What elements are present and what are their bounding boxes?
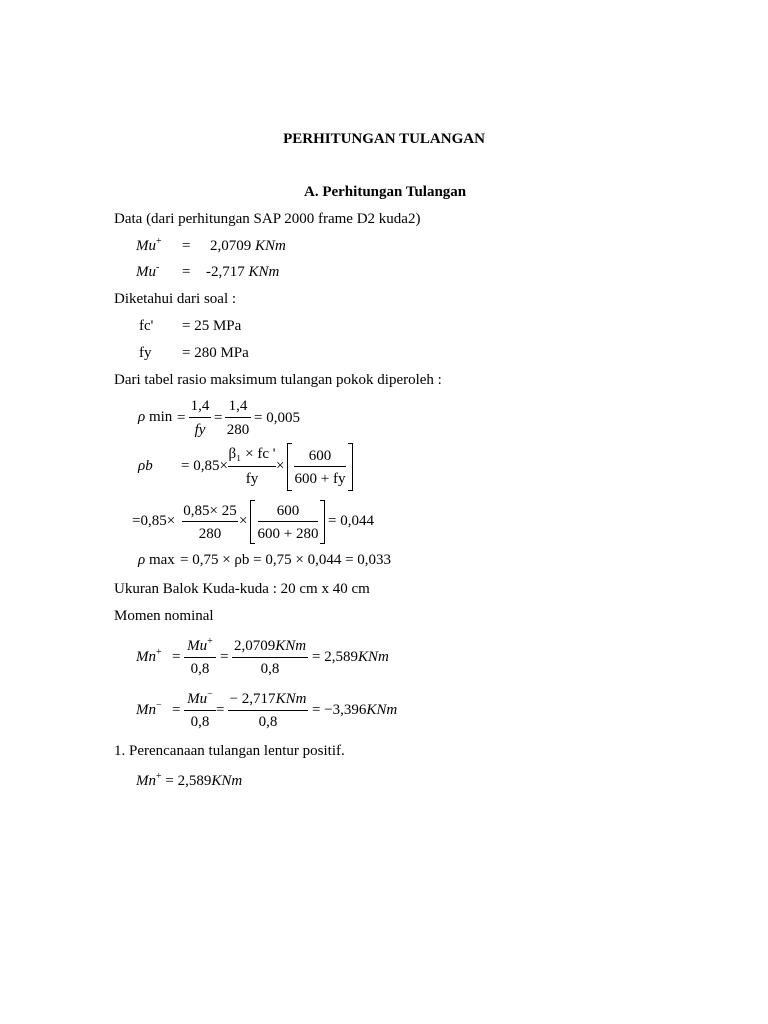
- value: = 2,589: [161, 773, 212, 789]
- rho-min-bar2: [225, 417, 251, 418]
- fc-value: = 25 MPa: [182, 318, 242, 334]
- value: 2,0709: [233, 638, 276, 654]
- mn-neg-result: [312, 703, 397, 718]
- mn-neg-eq2: =: [216, 702, 225, 718]
- rho-b2-bar1: [182, 521, 238, 522]
- mu-positive-value: [210, 239, 286, 254]
- mu-symbol: Mu: [136, 238, 156, 254]
- mu-symbol: Mu: [187, 691, 208, 707]
- rho-b2-bar2: [258, 521, 318, 522]
- section-heading: A. Perhitungan Tulangan: [304, 184, 467, 200]
- mn-pos-num2: [230, 639, 310, 654]
- rho-b-den2: 600 + fy: [294, 471, 346, 487]
- rho-min-num1: 1,4: [190, 398, 210, 414]
- rho-b-den1: fy: [245, 471, 259, 487]
- rho-min-num2: 1,4: [228, 398, 248, 414]
- mn-pos-num1: [182, 636, 218, 654]
- unit: KNm: [275, 691, 307, 707]
- mu-sup: −: [207, 689, 213, 700]
- unit: KNm: [248, 264, 280, 280]
- mn-neg-lhs: [136, 700, 162, 718]
- rho-symbol: ρ: [138, 409, 146, 425]
- unit: KNm: [357, 649, 389, 665]
- rho-b-num1: β₁ × fc ': [228, 446, 276, 462]
- mu-negative-eq: =: [182, 264, 191, 280]
- unit: KNm: [275, 638, 307, 654]
- item-1: 1. Perencanaan tulangan lentur positif.: [114, 743, 345, 759]
- mu-sup: +: [207, 636, 213, 647]
- rho-b2-result: = 0,044: [328, 513, 374, 529]
- mn-pos-den1: 0,8: [190, 661, 210, 677]
- mn-pos-bar2: [232, 657, 308, 658]
- mn-pos-eq: =: [172, 649, 181, 665]
- rho-b2-num2: 600: [276, 503, 300, 519]
- mn-symbol: Mn: [136, 702, 156, 718]
- mn-symbol: Mn: [136, 773, 156, 789]
- rho-b2-bracket-right: [320, 500, 325, 544]
- mn-neg-den2: 0,8: [258, 714, 278, 730]
- data-source-line: Data (dari perhitungan SAP 2000 frame D2 kuda2): [114, 211, 421, 227]
- mn-pos-bar1: [184, 657, 216, 658]
- mu-positive-eq: =: [182, 238, 191, 254]
- mu-symbol: Mu: [136, 264, 156, 280]
- mn-sup: +: [156, 647, 162, 658]
- rho-min-result: = 0,005: [254, 410, 300, 426]
- mn-pos-den2: 0,8: [260, 661, 280, 677]
- fy-value: = 280 MPa: [182, 345, 249, 361]
- mu-positive-row: [136, 236, 162, 254]
- mu-negative-row: [136, 262, 160, 280]
- rho-b2-den1: 280: [198, 526, 222, 542]
- rho-b2-den2: 600 + 280: [257, 526, 319, 542]
- rho-symbol: ρ: [138, 552, 146, 568]
- unit: KNm: [366, 702, 398, 718]
- rho-b2-pre: =0,85×: [132, 513, 176, 529]
- rho-label: min: [148, 409, 173, 425]
- rho-min-den1: fy: [194, 422, 206, 438]
- mn-sup: +: [156, 771, 162, 782]
- rho-label: max: [148, 552, 175, 568]
- rho-min-label: [138, 410, 172, 425]
- rho-b-pre: = 0,85×: [181, 458, 228, 474]
- value: = −3,396: [312, 702, 367, 718]
- mn-neg-eq: =: [172, 702, 181, 718]
- value: -2,717: [206, 264, 245, 280]
- unit: KNm: [255, 238, 286, 254]
- rho-b-bar2: [294, 466, 346, 467]
- mn-neg-num2: [226, 692, 310, 707]
- rho-min-eq2: =: [214, 410, 223, 426]
- mn-neg-bar2: [228, 710, 308, 711]
- fc-symbol: fc': [139, 318, 154, 334]
- mn-symbol: Mn: [136, 649, 156, 665]
- diketahui-line: Diketahui dari soal :: [114, 291, 237, 307]
- rho-min-den2: 280: [226, 422, 250, 438]
- rho-b-bar1: [228, 466, 276, 467]
- rho-min-bar1: [189, 417, 211, 418]
- value: 2,0709: [210, 238, 252, 254]
- unit: KNm: [211, 773, 243, 789]
- mn-neg-den1: 0,8: [190, 714, 210, 730]
- rho-symbol: ρ: [138, 458, 146, 474]
- rho-min-eq1: =: [177, 410, 186, 426]
- momen-line: Momen nominal: [114, 608, 214, 624]
- mn-neg-num1: [182, 689, 218, 707]
- rho-b2-bracket-left: [250, 500, 255, 544]
- rho-b-bracket-right: [348, 443, 353, 491]
- value: − 2,717: [229, 691, 276, 707]
- rho-max-label: [138, 553, 175, 568]
- page-title: PERHITUNGAN TULANGAN: [283, 131, 485, 147]
- mn-sup: −: [156, 700, 162, 711]
- rho-label: b: [145, 458, 153, 474]
- rho-max-expr: = 0,75 × ρb = 0,75 × 0,044 = 0,033: [180, 552, 392, 568]
- mn-pos-result: [312, 650, 389, 665]
- mn-final: [136, 771, 243, 789]
- mn-pos-lhs: [136, 647, 162, 665]
- mu-sup: -: [156, 262, 160, 273]
- mu-symbol: Mu: [187, 638, 208, 654]
- mn-neg-bar1: [184, 710, 216, 711]
- rho-b-times: ×: [276, 458, 285, 474]
- rho-b-label: [138, 459, 153, 474]
- mu-sup: +: [156, 236, 162, 247]
- ukuran-line: Ukuran Balok Kuda-kuda : 20 cm x 40 cm: [114, 581, 370, 597]
- rho-b2-num1: 0,85× 25: [183, 503, 237, 519]
- rho-b-num2: 600: [308, 448, 332, 464]
- rho-b2-times: ×: [239, 513, 248, 529]
- value: = 2,589: [312, 649, 358, 665]
- fy-symbol: fy: [139, 345, 152, 361]
- mn-pos-eq2: =: [220, 649, 229, 665]
- tabel-line: Dari tabel rasio maksimum tulangan pokok diperoleh :: [114, 372, 442, 388]
- mu-negative-value: [206, 265, 279, 280]
